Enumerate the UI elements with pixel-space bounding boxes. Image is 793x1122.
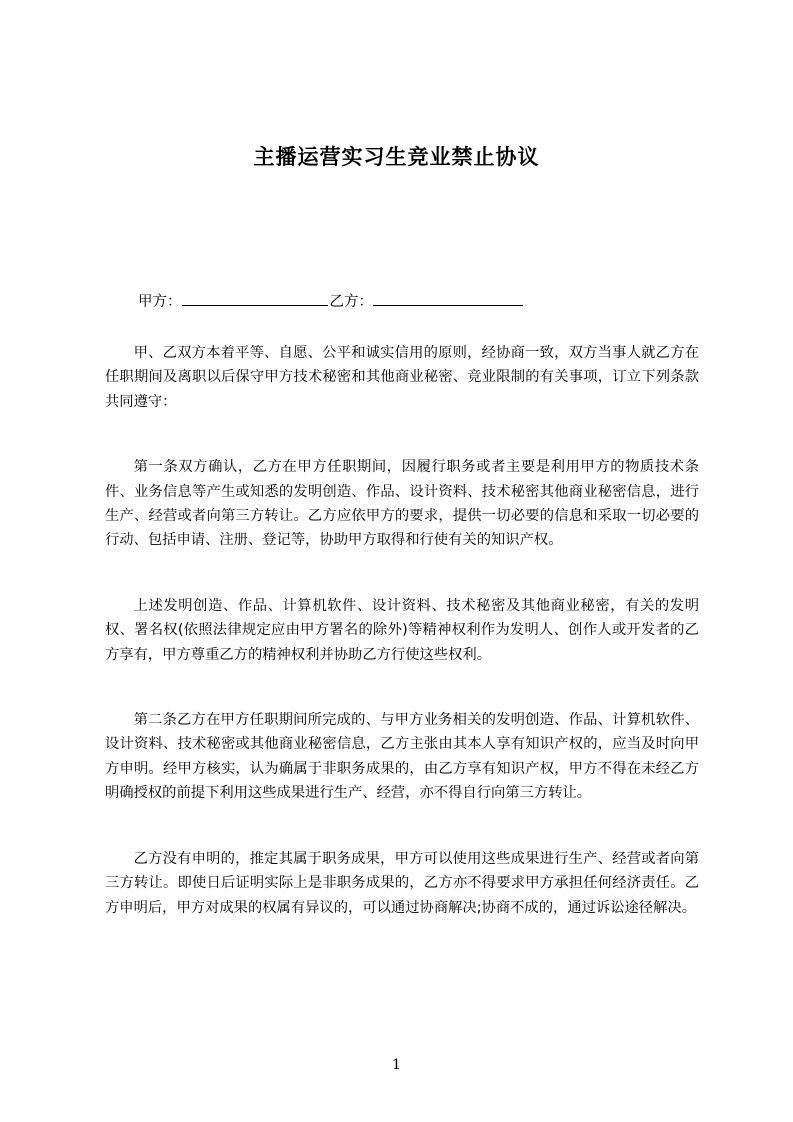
party-a-label: 甲方： bbox=[138, 294, 182, 310]
page-number: 1 bbox=[392, 1057, 401, 1073]
agreement-body bbox=[105, 341, 699, 961]
page-title: 主播运营实习生竞业禁止协议 bbox=[253, 145, 540, 169]
party-b-blank bbox=[373, 289, 523, 306]
paragraph-article-1: 第一条双方确认，乙方在甲方任职期间，因履行职务或者主要是利用甲方的物质技术条件、业务信息等产生或知悉的发明创造、作品、设计资料、技术秘密其他商业秘密信息，进行生产、经营或者向第三方转让。乙方应依甲方的要求，提供一切必要的信息和采取一切必要的行动、包括申请、注册、登记等，协助甲方取得和行使有关的知识产权。 bbox=[105, 459, 699, 549]
party-a-blank bbox=[182, 289, 328, 306]
paragraph-preamble: 甲、乙双方本着平等、自愿、公平和诚实信用的原则，经协商一致，双方当事人就乙方在任职期间及离职以后保守甲方技术秘密和其他商业秘密、竞业限制的有关事项，订立下列条款共同遵守： bbox=[105, 345, 699, 410]
party-line bbox=[138, 289, 525, 314]
paragraph-article-2-undeclared: 乙方没有申明的，推定其属于职务成果，甲方可以使用这些成果进行生产、经营或者向第三方转让。即使日后证明实际上是非职务成果的，乙方亦不得要求甲方承担任何经济责任。乙方申明后，甲方对成果的权属有异议的，可以通过协商解决;协商不成的，通过诉讼途径解决。 bbox=[105, 850, 699, 916]
party-b-label: 乙方： bbox=[329, 294, 373, 310]
paragraph-article-1-rights: 上述发明创造、作品、计算机软件、设计资料、技术秘密及其他商业秘密，有关的发明权、署名权(依照法律规定应由甲方署名的除外)等精神权利作为发明人、创作人或开发者的乙方享有，甲方尊重乙方的精神权利并协助乙方行使这些权利。 bbox=[105, 597, 699, 663]
paragraph-article-2: 第二条乙方在甲方任职期间所完成的、与甲方业务相关的发明创造、作品、计算机软件、设计资料、技术秘密或其他商业秘密信息，乙方主张由其本人享有知识产权的，应当及时向甲方申明。经甲方核实，认为确属于非职务成果的，由乙方享有知识产权，甲方不得在未经乙方明确授权的前提下利用这些成果进行生产、经营，亦不得自行向第三方转让。 bbox=[105, 712, 699, 802]
